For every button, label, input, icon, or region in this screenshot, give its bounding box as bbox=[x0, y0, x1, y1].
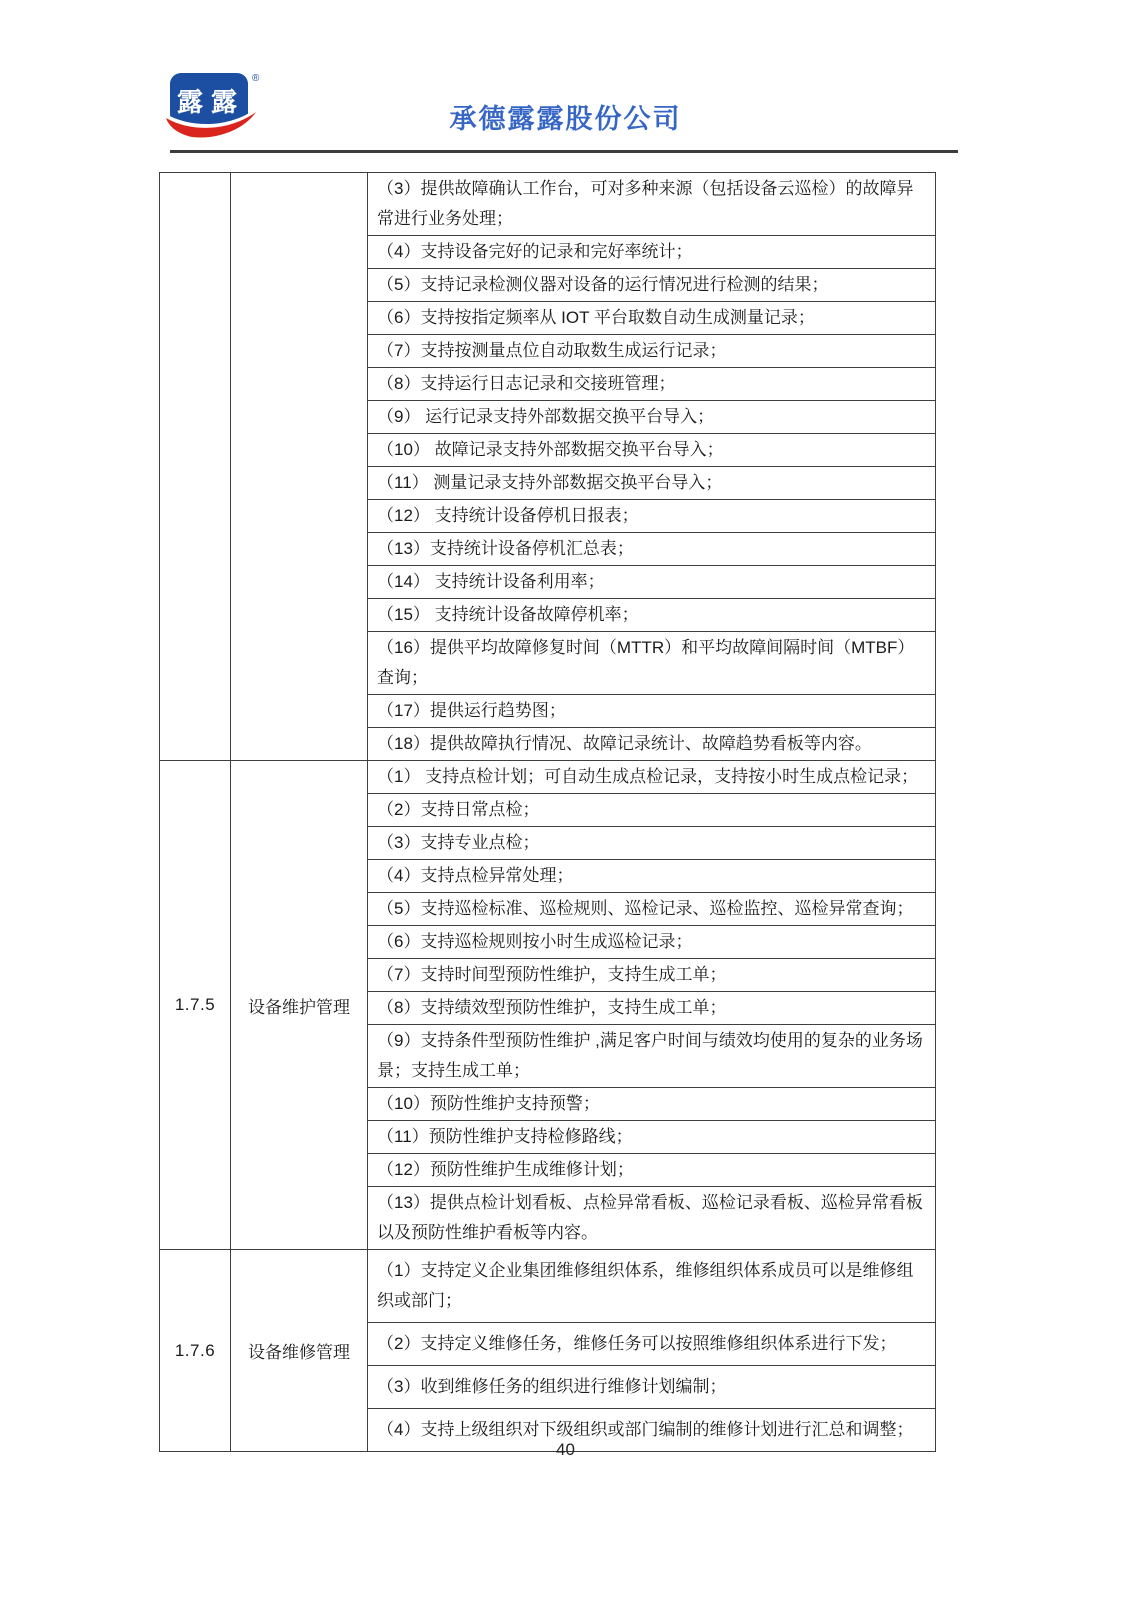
table-row bbox=[160, 173, 936, 236]
header-divider bbox=[170, 150, 958, 153]
section-category: 设备维护管理 bbox=[231, 761, 368, 1250]
requirement-item: （3）收到维修任务的组织进行维修计划编制； bbox=[368, 1366, 936, 1409]
section-code: 1.7.5 bbox=[160, 761, 231, 1250]
requirement-item: （4）支持上级组织对下级组织或部门编制的维修计划进行汇总和调整； bbox=[368, 1409, 936, 1452]
logo-character-right: 露 bbox=[210, 87, 238, 117]
requirement-item: （1）支持定义企业集团维修组织体系，维修组织体系成员可以是维修组织或部门； bbox=[368, 1250, 936, 1323]
requirement-item: （10） 故障记录支持外部数据交换平台导入； bbox=[368, 434, 936, 467]
requirement-item: （8）支持运行日志记录和交接班管理； bbox=[368, 368, 936, 401]
requirement-item: （4）支持设备完好的记录和完好率统计； bbox=[368, 236, 936, 269]
requirement-item: （10）预防性维护支持预警； bbox=[368, 1088, 936, 1121]
requirement-item: （15） 支持统计设备故障停机率； bbox=[368, 599, 936, 632]
section-category: 设备维修管理 bbox=[231, 1250, 368, 1452]
requirement-item: （8）支持绩效型预防性维护，支持生成工单； bbox=[368, 992, 936, 1025]
requirement-item: （3）提供故障确认工作台，可对多种来源（包括设备云巡检）的故障异常进行业务处理； bbox=[368, 173, 936, 236]
table-row bbox=[160, 1250, 936, 1323]
requirement-item: （16）提供平均故障修复时间（MTTR）和平均故障间隔时间（MTBF）查询； bbox=[368, 632, 936, 695]
requirement-item: （5）支持记录检测仪器对设备的运行情况进行检测的结果； bbox=[368, 269, 936, 302]
section-code bbox=[160, 173, 231, 761]
requirement-item: （17）提供运行趋势图； bbox=[368, 695, 936, 728]
requirement-item: （2）支持定义维修任务，维修任务可以按照维修组织体系进行下发； bbox=[368, 1323, 936, 1366]
requirement-item: （6）支持巡检规则按小时生成巡检记录； bbox=[368, 926, 936, 959]
requirement-item: （2）支持日常点检； bbox=[368, 794, 936, 827]
table-row bbox=[160, 761, 936, 794]
requirement-item: （11）预防性维护支持检修路线； bbox=[368, 1121, 936, 1154]
section-category bbox=[231, 173, 368, 761]
requirement-item: （7）支持按测量点位自动取数生成运行记录； bbox=[368, 335, 936, 368]
requirements-table bbox=[159, 172, 936, 1452]
logo-character-left: 露 bbox=[176, 87, 204, 117]
registered-trademark-icon: ® bbox=[252, 73, 260, 84]
requirement-item: （13）支持统计设备停机汇总表； bbox=[368, 533, 936, 566]
requirement-item: （18）提供故障执行情况、故障记录统计、故障趋势看板等内容。 bbox=[368, 728, 936, 761]
requirement-item: （12） 支持统计设备停机日报表； bbox=[368, 500, 936, 533]
requirement-item: （9）支持条件型预防性维护 ,满足客户时间与绩效均使用的复杂的业务场景；支持生成工单； bbox=[368, 1025, 936, 1088]
requirement-item: （12）预防性维护生成维修计划； bbox=[368, 1154, 936, 1187]
page-number: 40 bbox=[556, 1440, 575, 1459]
company-title: 承德露露股份公司 bbox=[449, 104, 682, 134]
requirement-item: （14） 支持统计设备利用率； bbox=[368, 566, 936, 599]
requirement-item: （1） 支持点检计划；可自动生成点检记录，支持按小时生成点检记录； bbox=[368, 761, 936, 794]
requirement-item: （4）支持点检异常处理； bbox=[368, 860, 936, 893]
requirement-item: （6）支持按指定频率从 IOT 平台取数自动生成测量记录； bbox=[368, 302, 936, 335]
requirement-item: （13）提供点检计划看板、点检异常看板、巡检记录看板、巡检异常看板以及预防性维护看板等内容。 bbox=[368, 1187, 936, 1250]
requirement-item: （3）支持专业点检； bbox=[368, 827, 936, 860]
requirement-item: （7）支持时间型预防性维护，支持生成工单； bbox=[368, 959, 936, 992]
section-code: 1.7.6 bbox=[160, 1250, 231, 1452]
requirement-item: （11） 测量记录支持外部数据交换平台导入； bbox=[368, 467, 936, 500]
requirement-item: （9） 运行记录支持外部数据交换平台导入； bbox=[368, 401, 936, 434]
requirement-item: （5）支持巡检标准、巡检规则、巡检记录、巡检监控、巡检异常查询； bbox=[368, 893, 936, 926]
